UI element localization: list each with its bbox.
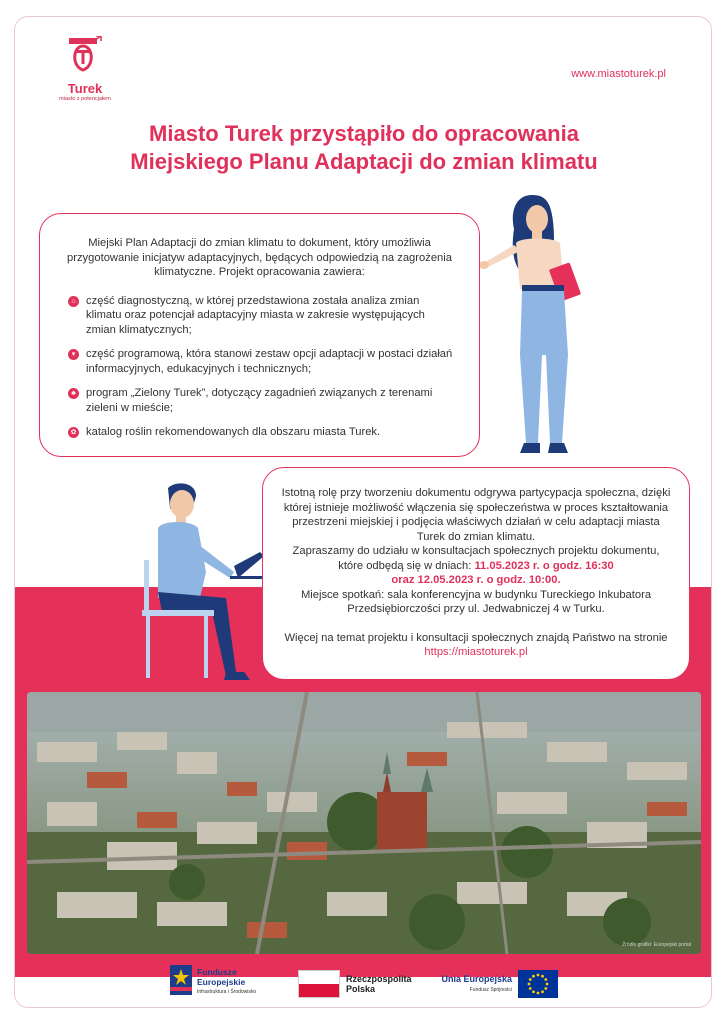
rzeczpospolita-logo (298, 966, 418, 1002)
poland-flag-icon (298, 970, 340, 998)
ue-text (440, 974, 512, 996)
plan-intro: Miejski Plan Adaptacji do zmian klimatu to dokument, który umożliwia przygotowanie inicjatyw adaptacyjnych, będących odpowiedzią na zagrożenia klimatyczne. Projekt opracowania zawiera: (67, 237, 452, 278)
plant-icon: ✿ (68, 427, 79, 438)
list-item (64, 294, 455, 338)
page-title (60, 120, 668, 176)
plan-contents-list (64, 294, 455, 440)
title-line-2: Miejskiego Planu Adaptacji do zmian klimatu (130, 149, 598, 174)
list-item-text: katalog roślin rekomendowanych dla obszaru miasta Turek. (86, 426, 381, 438)
list-item (64, 386, 455, 415)
participation-text: Istotną rolę przy tworzeniu dokumentu odgrywa partycypacja społeczna, dzięki której istnieje możliwość włączenia się społeczeństwa w proces kształtowania przestrzeni miejskiej i podjęcia właściwych działań w celu adaptacji miasta Turek do zmian klimatu. (281, 487, 671, 543)
logo-tagline: miasto z potencjałem (59, 96, 111, 102)
fe-subtitle: Infrastruktura i Środowisko (197, 989, 257, 995)
photo-credit: Źródło grafiki: Europejski portal (622, 942, 691, 948)
meeting-place-text: Miejsce spotkań: sala konferencyjna w budynku Tureckiego Inkubatora Przedsiębiorczości przy ul. Jedwabniczej 4 w Turku. (300, 588, 652, 615)
meeting-date-1: 11.05.2023 r. o godz. 16:30 (474, 559, 614, 572)
turek-logo-icon (67, 36, 103, 74)
rp-line-2: Polska (346, 984, 376, 994)
invitation-start: Zapraszamy do udziału w konsultacjach społecznych projektu dokumentu, które odbędą się w dniach: (292, 545, 660, 572)
woman-illustration (480, 185, 600, 465)
home-icon: ⌂ (68, 296, 79, 307)
list-item-text: część diagnostyczną, w której przedstawiona została analiza zmian klimatu oraz potencjał adaptacyjny miasta w zakresie występujących zmian klimatycznych; (86, 294, 425, 336)
more-info-start: Więcej na temat projektu i konsultacji społecznych znajdą Państwo na stronie (284, 631, 668, 644)
more-info-text (281, 631, 671, 660)
list-item-text: program „Zielony Turek”, dotyczący zagadnień związanych z terenami zieleni w mieście; (86, 387, 433, 414)
aerial-city-photo (27, 692, 701, 954)
fe-text (197, 967, 256, 997)
fe-line-1: Fundusze (197, 967, 237, 977)
rp-text (346, 974, 412, 994)
list-item (64, 425, 455, 440)
list-item-text: część programową, która stanowi zestaw opcji adaptacji w postaci działań informacyjnych, edukacyjnych i technicznych; (86, 348, 453, 375)
rp-line-1: Rzeczpospolita (346, 974, 412, 984)
title-line-1: Miasto Turek przystąpiło do opracowania (149, 121, 579, 146)
unia-europejska-logo (440, 966, 570, 1002)
plan-description-box (39, 213, 480, 457)
meeting-date-2: oraz 12.05.2023 r. o godz. 10:00. (391, 574, 561, 586)
consultation-box (262, 467, 690, 680)
aerial-photo-image (27, 692, 701, 954)
fe-line-2: Europejskie (197, 977, 246, 987)
ue-subtitle: Fundusz Spójności (469, 987, 512, 993)
list-item (64, 347, 455, 376)
fundusze-europejskie-logo (170, 965, 290, 1005)
fe-star-icon (170, 965, 192, 995)
website-link[interactable]: www.miastoturek.pl (571, 68, 666, 80)
funnel-icon: ▾ (68, 349, 79, 360)
ue-line-1: Unia Europejska (441, 974, 512, 984)
logo-name: Turek (67, 81, 103, 96)
eu-flag-icon (518, 970, 558, 998)
invitation-text (281, 544, 671, 588)
man-illustration (130, 480, 280, 690)
turek-logo (50, 36, 120, 102)
project-link[interactable]: https://miastoturek.pl (424, 646, 528, 658)
leaf-icon: ♣ (68, 388, 79, 399)
